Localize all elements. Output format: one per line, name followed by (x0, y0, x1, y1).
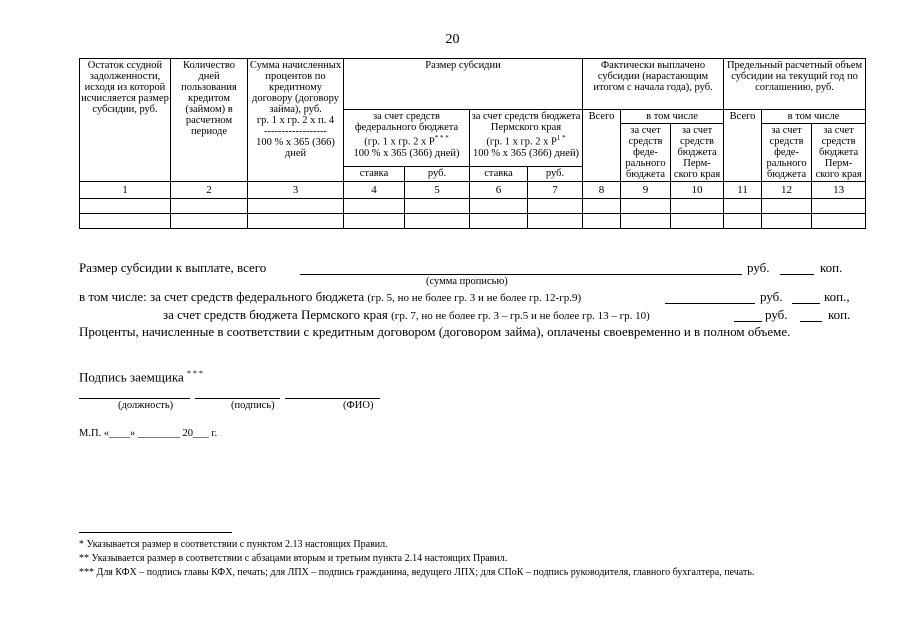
header-perm-rate: ставка (470, 167, 528, 182)
federal-kop-field[interactable] (792, 303, 820, 304)
column-number: 4 (344, 182, 405, 199)
table-cell[interactable] (248, 214, 344, 229)
header-paid: Фактически выплачено субсидии (нарастающим итогом с начала года), руб. (583, 59, 724, 110)
federal-rub-label: руб. (760, 289, 783, 304)
header-limit: Предельный расчетный объем субсидии на текущий год по соглашению, руб. (724, 59, 866, 110)
perm-share-label: за счет средств бюджета Пермского края (гр. 7, но не более гр. 3 – гр.5 и не более гр. 13 – гр. 10) (163, 307, 650, 322)
total-rub-label: руб. (747, 260, 770, 275)
header-subsidy-size: Размер субсидии (344, 59, 583, 110)
table-row (80, 199, 866, 214)
signature-field[interactable] (195, 398, 280, 399)
header-days: Количество дней пользования кредитом (займом) в расчетном периоде (171, 59, 248, 182)
perm-kop-field[interactable] (800, 321, 822, 322)
header-loan-balance: Остаток ссудной задолженности, исходя из которой исчисляется размер субсидии, руб. (80, 59, 171, 182)
table-cell[interactable] (405, 214, 470, 229)
column-number: 9 (621, 182, 671, 199)
table-cell[interactable] (80, 199, 171, 214)
header-federal-text: за счет средств федерального бюджета (354, 111, 459, 133)
column-number: 11 (724, 182, 762, 199)
column-number-row (80, 182, 866, 199)
header-perm-formula: (гр. 1 х гр. 2 х $Р^{1 *}$ (486, 134, 566, 148)
table-cell[interactable] (812, 214, 866, 229)
total-kop-field[interactable] (780, 274, 814, 275)
header-fed-rub: руб. (405, 167, 470, 182)
header-paid-fed: за счет средств феде-рального бюджета (621, 124, 671, 182)
table-cell[interactable] (671, 199, 724, 214)
table-cell[interactable] (583, 199, 621, 214)
header-federal-denominator: 100 % x 365 (366) дней) (353, 147, 460, 159)
table-cell[interactable] (812, 199, 866, 214)
total-kop-label: коп. (820, 260, 843, 275)
header-fed-rate: ставка (344, 167, 405, 182)
column-number: 12 (762, 182, 812, 199)
column-number: 2 (171, 182, 248, 199)
table-cell[interactable] (470, 214, 528, 229)
table-cell[interactable] (528, 214, 583, 229)
page-number: 20 (445, 32, 460, 47)
header-paid-perm: за счет средств бюджета Перм-ского края (671, 124, 724, 182)
table-cell[interactable] (344, 199, 405, 214)
table-cell[interactable] (171, 199, 248, 214)
header-limit-total: Всего (724, 110, 762, 182)
column-number: 10 (671, 182, 724, 199)
header-federal (344, 110, 470, 167)
column-number: 1 (80, 182, 171, 199)
header-perm-denominator: 100 % x 365 (366) дней) (472, 147, 580, 159)
column-number: 8 (583, 182, 621, 199)
footnote-1: * Указывается размер в соответствии с пунктом 2.13 настоящих Правил. (79, 539, 388, 550)
table-cell[interactable] (344, 214, 405, 229)
federal-share-label: в том числе: за счет средств федерального бюджета (гр. 5, но не более гр. 3 и не более гр. 12-гр.9) (79, 289, 582, 304)
table-cell[interactable] (583, 214, 621, 229)
header-limit-incl: в том числе (762, 110, 866, 124)
footnote-divider (79, 532, 232, 533)
total-amount-field[interactable] (300, 274, 742, 275)
header-perm (470, 110, 583, 167)
header-paid-incl: в том числе (621, 110, 724, 124)
header-interest-formula: гр. 1 х гр. 2 х п. 4 (256, 115, 335, 126)
subsidy-table (79, 58, 866, 229)
signature-title: Подпись заемщика * * * (79, 369, 203, 385)
table-cell[interactable] (528, 199, 583, 214)
table-cell[interactable] (171, 214, 248, 229)
table-cell[interactable] (470, 199, 528, 214)
header-interest-fraction: ------------------ (264, 126, 327, 137)
column-number: 5 (405, 182, 470, 199)
federal-rub-field[interactable] (665, 303, 755, 304)
table-cell[interactable] (724, 199, 762, 214)
total-subsidy-label: Размер субсидии к выплате, всего (79, 260, 267, 275)
column-number: 7 (528, 182, 583, 199)
table-cell[interactable] (405, 199, 470, 214)
header-interest-denominator: 100 % x 365 (366) дней (256, 137, 335, 159)
footnote-2: ** Указывается размер в соответствии с абзацами вторым и третьим пункта 2.14 настоящих Правил. (79, 553, 508, 564)
position-caption: (должность) (118, 400, 174, 411)
header-limit-perm: за счет средств бюджета Перм-ского края (812, 124, 866, 182)
amount-in-words-caption: (сумма прописью) (426, 276, 508, 287)
interest-paid-statement: Проценты, начисленные в соответствии с кредитным договором (договором займа), оплачены своевременно и в полном объеме. (79, 324, 791, 339)
footnote-3: *** Для КФХ – подпись главы КФХ, печать; для ЛПХ – подпись гражданина, ведущего ЛПХ; для СПоК – подпись руководителя, главного бухгалтера, печать. (79, 567, 755, 578)
federal-kop-label: коп., (824, 289, 850, 304)
table-cell[interactable] (621, 199, 671, 214)
table-cell[interactable] (762, 199, 812, 214)
full-name-caption: (ФИО) (343, 400, 374, 411)
position-field[interactable] (79, 398, 190, 399)
header-paid-total: Всего (583, 110, 621, 182)
table-cell[interactable] (724, 214, 762, 229)
column-number: 13 (812, 182, 866, 199)
header-interest (248, 59, 344, 182)
header-perm-text: за счет средств бюджета Пермского края (471, 111, 581, 133)
header-federal-formula: (гр. 1 х гр. 2 х Р* * * (364, 134, 449, 148)
table-row (80, 214, 866, 229)
perm-rub-field[interactable] (734, 321, 762, 322)
header-interest-text: Сумма начисленных процентов по кредитному договору (договору займа), руб. (249, 60, 342, 115)
table-cell[interactable] (80, 214, 171, 229)
table-cell[interactable] (671, 214, 724, 229)
header-perm-rub: руб. (528, 167, 583, 182)
signature-caption: (подпись) (231, 400, 275, 411)
stamp-date-line: М.П. «____» ________ 20___ г. (79, 428, 218, 439)
header-limit-fed: за счет средств феде-рального бюджета (762, 124, 812, 182)
full-name-field[interactable] (285, 398, 380, 399)
column-number: 3 (248, 182, 344, 199)
table-cell[interactable] (621, 214, 671, 229)
perm-rub-label: руб. (765, 307, 788, 322)
column-number: 6 (470, 182, 528, 199)
perm-kop-label: коп. (828, 307, 851, 322)
table-cell[interactable] (762, 214, 812, 229)
table-cell[interactable] (248, 199, 344, 214)
